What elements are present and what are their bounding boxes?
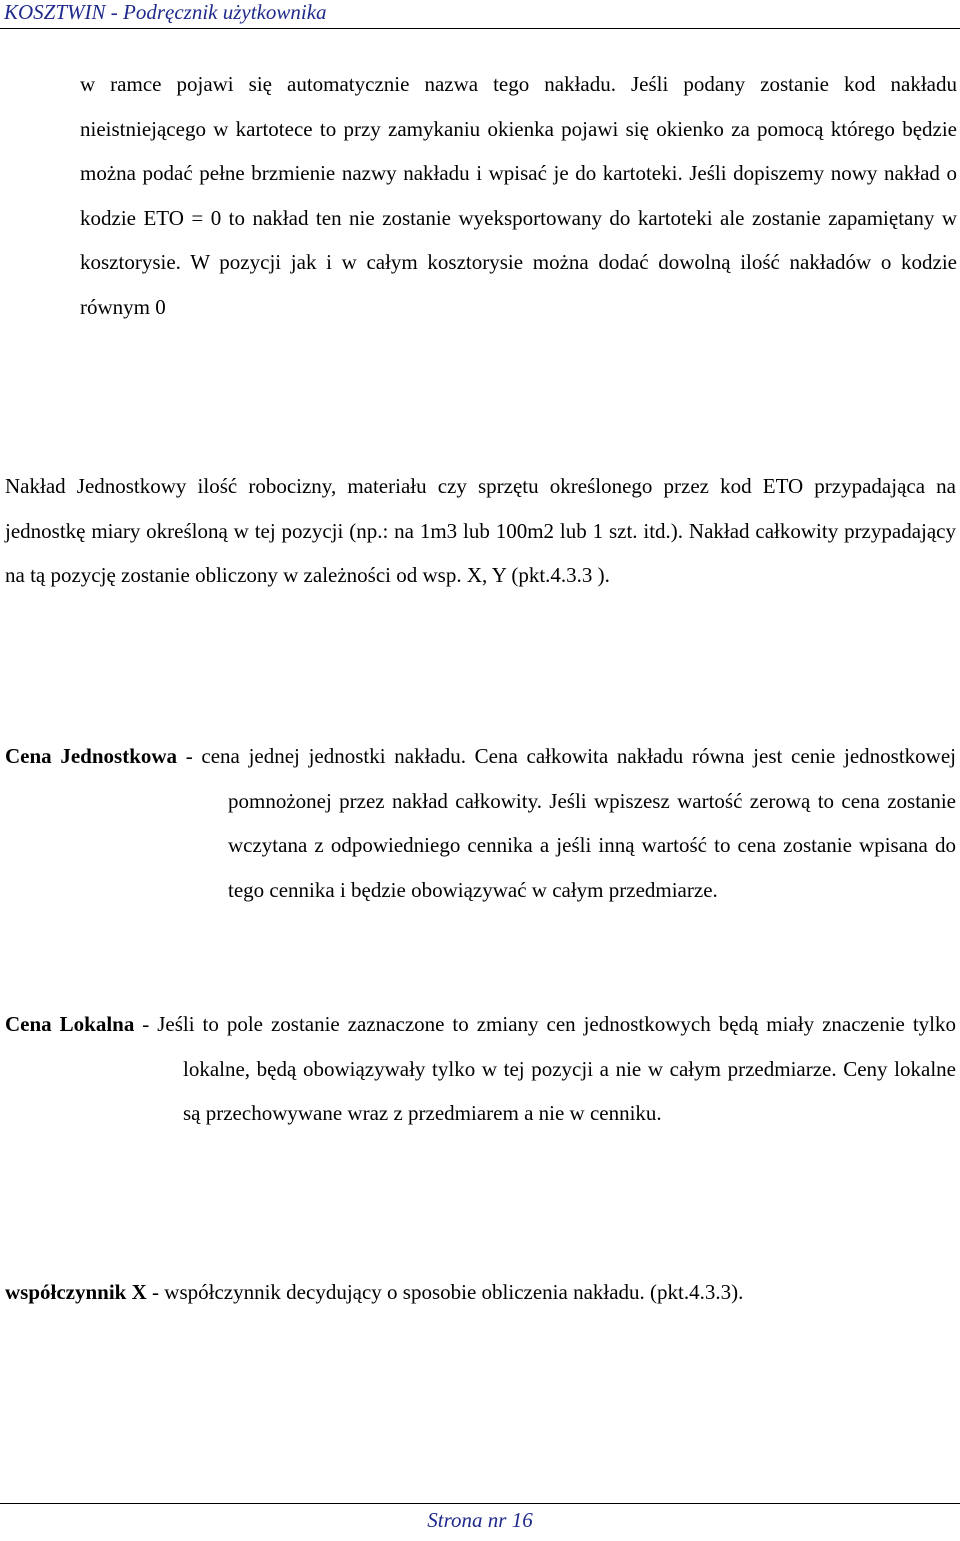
- header-divider: [0, 28, 960, 29]
- footer-divider: [0, 1503, 960, 1504]
- document-title: KOSZTWIN - Podręcznik użytkownika: [4, 0, 327, 24]
- cena-lokalna-text: - Jeśli to pole zostanie zaznaczone to zmiany cen jednostkowych będą miały znaczenie tylko lokalne, będą obowiązywały tylko w tej pozycji a nie w całym przedmiarze. Ceny lokalne są przechowywane wraz z przedmiarem a nie w cenniku.: [134, 1012, 956, 1126]
- cena-lokalna-term: Cena Lokalna: [5, 1012, 135, 1036]
- cena-jednostkowa-term: Cena Jednostkowa: [5, 744, 178, 768]
- cena-jednostkowa-text: - cena jednej jednostki nakładu. Cena całkowita nakładu równa jest cenie jednostkowej pomnożonej przez nakład całkowity. Jeśli wpiszesz wartość zerową to cena zostanie wczytana z odpowiedniego cennika a jeśli inną wartość to cena zostanie wpisana do tego cennika i będzie obowiązywać w całym przedmiarze.: [177, 744, 956, 902]
- wspolczynnik-x-term: współczynnik X: [5, 1280, 147, 1304]
- page-header: [0, 0, 960, 30]
- wspolczynnik-x-text: - współczynnik decydujący o sposobie obliczenia nakładu. (pkt.4.3.3).: [146, 1280, 744, 1304]
- cena-jednostkowa-definition: [5, 734, 956, 912]
- cena-lokalna-definition: [5, 1002, 956, 1136]
- wspolczynnik-x-definition: [5, 1270, 956, 1315]
- naklad-jednostkowy-paragraph: Nakład Jednostkowy ilość robocizny, materiału czy sprzętu określonego przez kod ETO przypadająca na jednostkę miary określoną w tej pozycji (np.: na 1m3 lub 100m2 lub 1 szt. itd.). Nakład całkowity przypadający na tą pozycję zostanie obliczony w zależności od wsp. X, Y (pkt.4.3.3 ).: [5, 474, 956, 588]
- intro-paragraph: w ramce pojawi się automatycznie nazwa tego nakładu. Jeśli podany zostanie kod nakładu nieistniejącego w kartotece to przy zamykaniu okienka pojawi się okienko za pomocą którego będzie można podać pełne brzmienie nazwy nakładu i wpisać je do kartoteki. Jeśli dopiszemy nowy nakład o kodzie ETO = 0 to nakład ten nie zostanie wyeksportowany do kartoteki ale zostanie zapamiętany w kosztorysie. W pozycji jak i w całym kosztorysie można dodać dowolną ilość nakładów o kodzie równym 0: [80, 72, 957, 319]
- page-number: Strona nr 16: [427, 1508, 533, 1532]
